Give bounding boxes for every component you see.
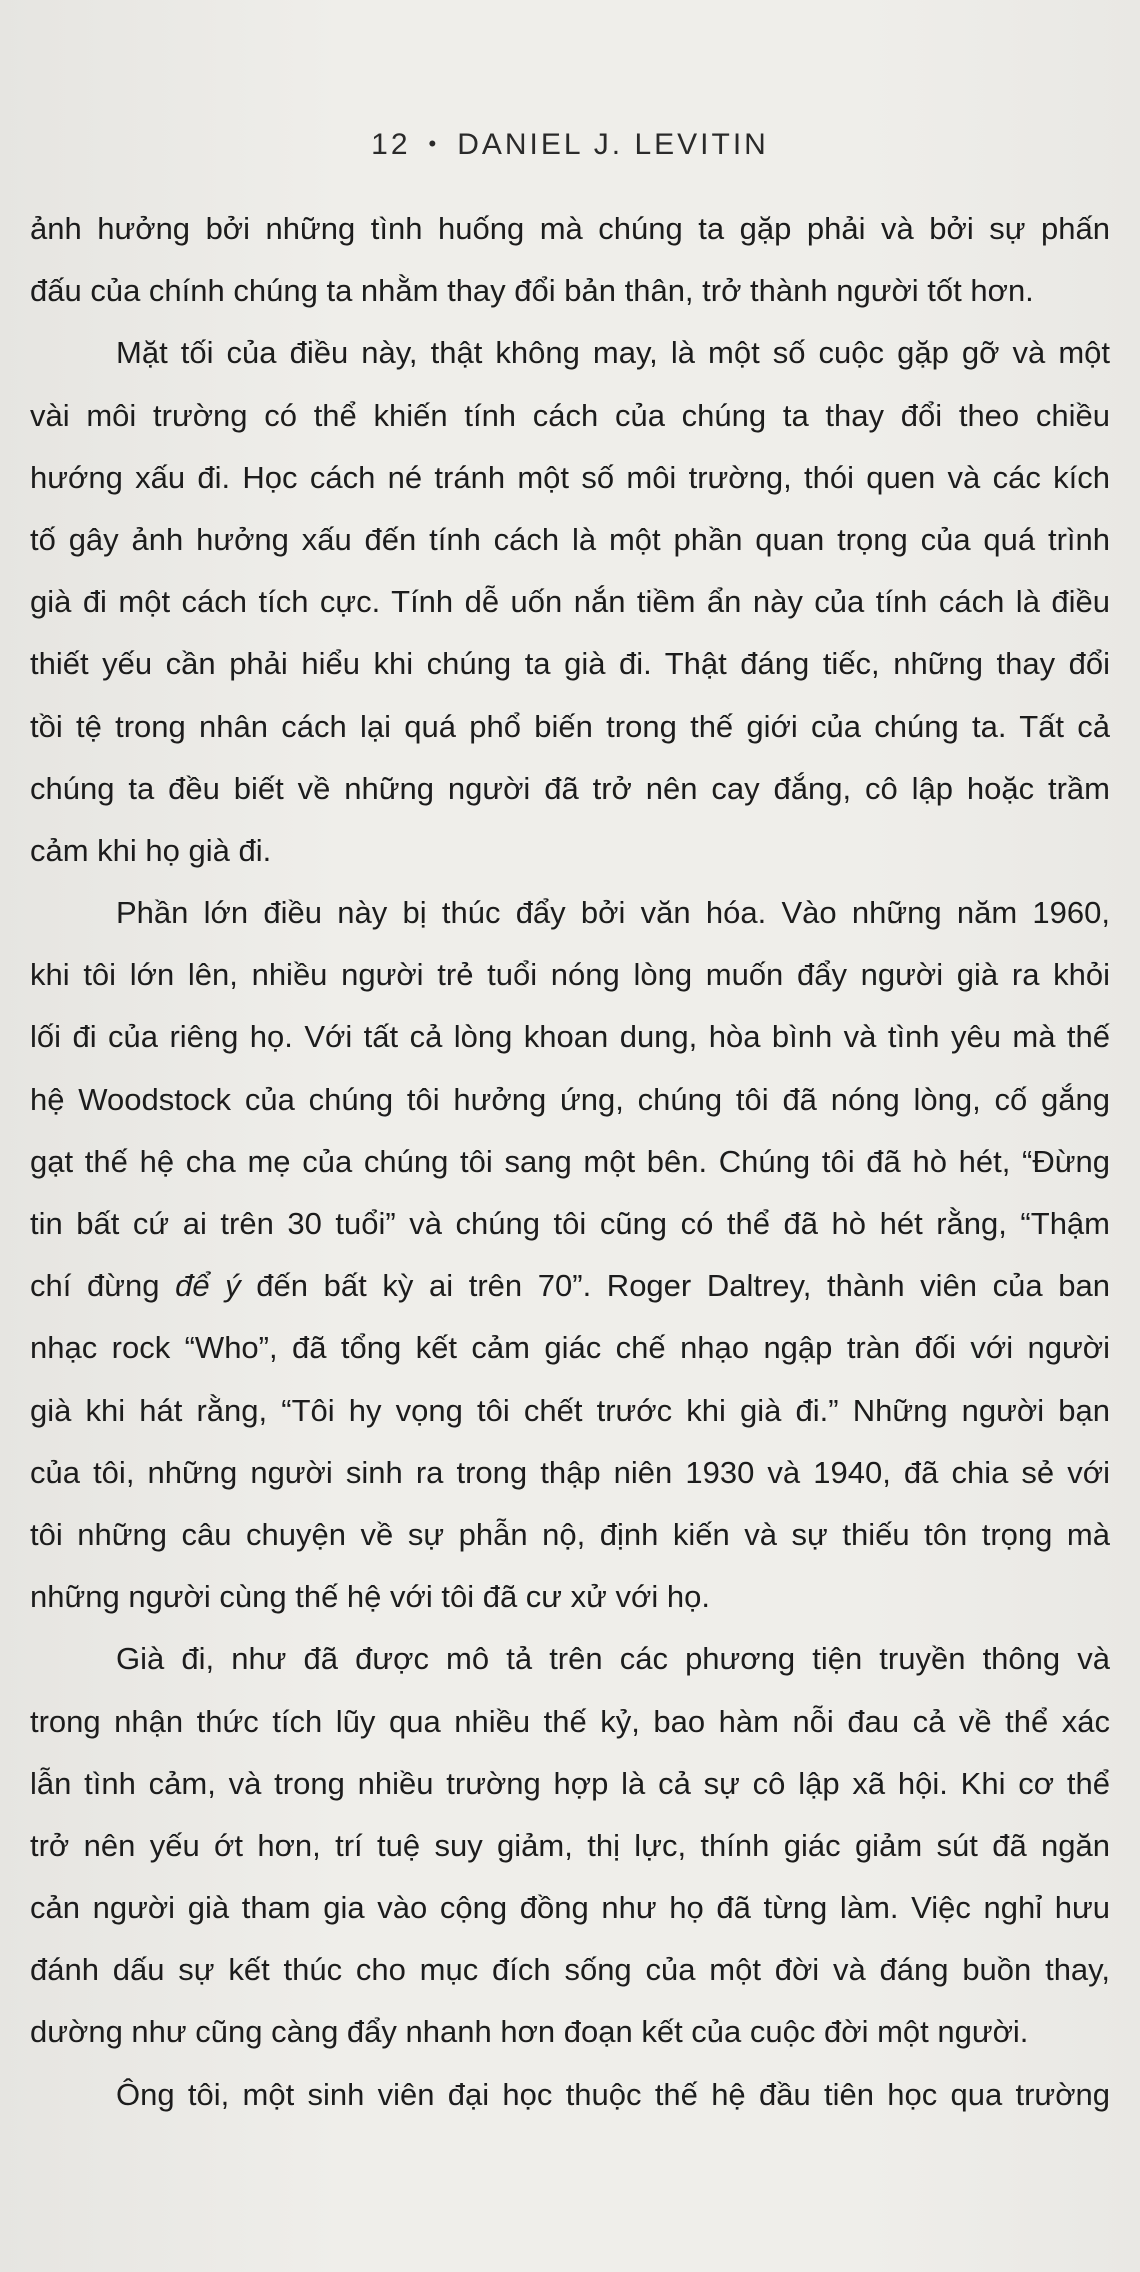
text-line: già khi hát rằng, “Tôi hy vọng tôi chết trước khi già đi.” Những người bạn [30, 1392, 1110, 1428]
text-line: cảm khi họ già đi. [30, 832, 272, 868]
text-line: ảnh hưởng bởi những tình huống mà chúng ta gặp phải và bởi sự phấn [30, 211, 1110, 246]
text-line: trong nhận thức tích lũy qua nhiều thế kỷ, bao hàm nỗi đau cả về thể xác [30, 1703, 1110, 1739]
text-segment: đến bất kỳ ai trên 70”. Roger Daltrey, thành viên của ban [240, 1268, 1110, 1304]
text-line: Mặt tối của điều này, thật không may, là một số cuộc gặp gỡ và một [116, 335, 1110, 371]
emphasis-text: để ý [175, 1268, 241, 1304]
text-line: vài môi trường có thể khiến tính cách của chúng ta thay đổi theo chiều [30, 397, 1110, 433]
text-line: khi tôi lớn lên, nhiều người trẻ tuổi nóng lòng muốn đẩy người già ra khỏi [30, 957, 1110, 993]
text-line: hệ Woodstock của chúng tôi hưởng ứng, chúng tôi đã nóng lòng, cố gắng [30, 1081, 1110, 1117]
text-segment: chí đừng [30, 1268, 176, 1304]
text-line: Già đi, như đã được mô tả trên các phương tiện truyền thông và [116, 1641, 1110, 1677]
text-line: tố gây ảnh hưởng xấu đến tính cách là một phần quan trọng của quá trình [30, 521, 1110, 557]
header-separator: • [428, 131, 440, 156]
body-text [30, 198, 1110, 2126]
text-line: lẫn tình cảm, và trong nhiều trường hợp là cả sự cô lập xã hội. Khi cơ thể [30, 1765, 1110, 1801]
text-line: hướng xấu đi. Học cách né tránh một số môi trường, thói quen và các kích [30, 459, 1110, 495]
running-head [0, 128, 1140, 162]
text-line [30, 1255, 1110, 1317]
text-line: nhạc rock “Who”, đã tổng kết cảm giác chế nhạo ngập tràn đối với người [30, 1330, 1110, 1366]
text-line: cản người già tham gia vào cộng đồng như họ đã từng làm. Việc nghỉ hưu [30, 1890, 1110, 1926]
text-line: già đi một cách tích cực. Tính dễ uốn nắn tiềm ẩn này của tính cách là điều [30, 584, 1110, 620]
author-name: DANIEL J. LEVITIN [457, 128, 769, 161]
text-line: dường như cũng càng đẩy nhanh hơn đoạn kết của cuộc đời một người. [30, 2014, 1029, 2050]
text-line: tôi những câu chuyện về sự phẫn nộ, định kiến và sự thiếu tôn trọng mà [30, 1516, 1110, 1552]
text-line: đấu của chính chúng ta nhằm thay đổi bản thân, trở thành người tốt hơn. [30, 273, 1034, 309]
text-line: thiết yếu cần phải hiểu khi chúng ta già đi. Thật đáng tiếc, những thay đổi [30, 646, 1110, 682]
text-line: tin bất cứ ai trên 30 tuổi” và chúng tôi cũng có thể đã hò hét rằng, “Thậm [30, 1206, 1110, 1241]
text-line: Ông tôi, một sinh viên đại học thuộc thế hệ đầu tiên học qua trường [116, 2076, 1110, 2112]
text-line: những người cùng thế hệ với tôi đã cư xử với họ. [30, 1579, 710, 1615]
text-line: gạt thế hệ cha mẹ của chúng tôi sang một bên. Chúng tôi đã hò hét, “Đừng [30, 1143, 1110, 1179]
text-line: Phần lớn điều này bị thúc đẩy bởi văn hóa. Vào những năm 1960, [116, 895, 1110, 931]
text-line: đánh dấu sự kết thúc cho mục đích sống của một đời và đáng buồn thay, [30, 1952, 1110, 1988]
text-line: của tôi, những người sinh ra trong thập niên 1930 và 1940, đã chia sẻ với [30, 1454, 1110, 1490]
text-line: tồi tệ trong nhân cách lại quá phổ biến trong thế giới của chúng ta. Tất cả [30, 708, 1110, 744]
text-line: chúng ta đều biết về những người đã trở nên cay đắng, cô lập hoặc trầm [30, 770, 1110, 806]
page-number: 12 [371, 128, 411, 161]
text-line: lối đi của riêng họ. Với tất cả lòng khoan dung, hòa bình và tình yêu mà thế [30, 1019, 1110, 1055]
text-line: trở nên yếu ớt hơn, trí tuệ suy giảm, thị lực, thính giác giảm sút đã ngăn [30, 1827, 1110, 1863]
